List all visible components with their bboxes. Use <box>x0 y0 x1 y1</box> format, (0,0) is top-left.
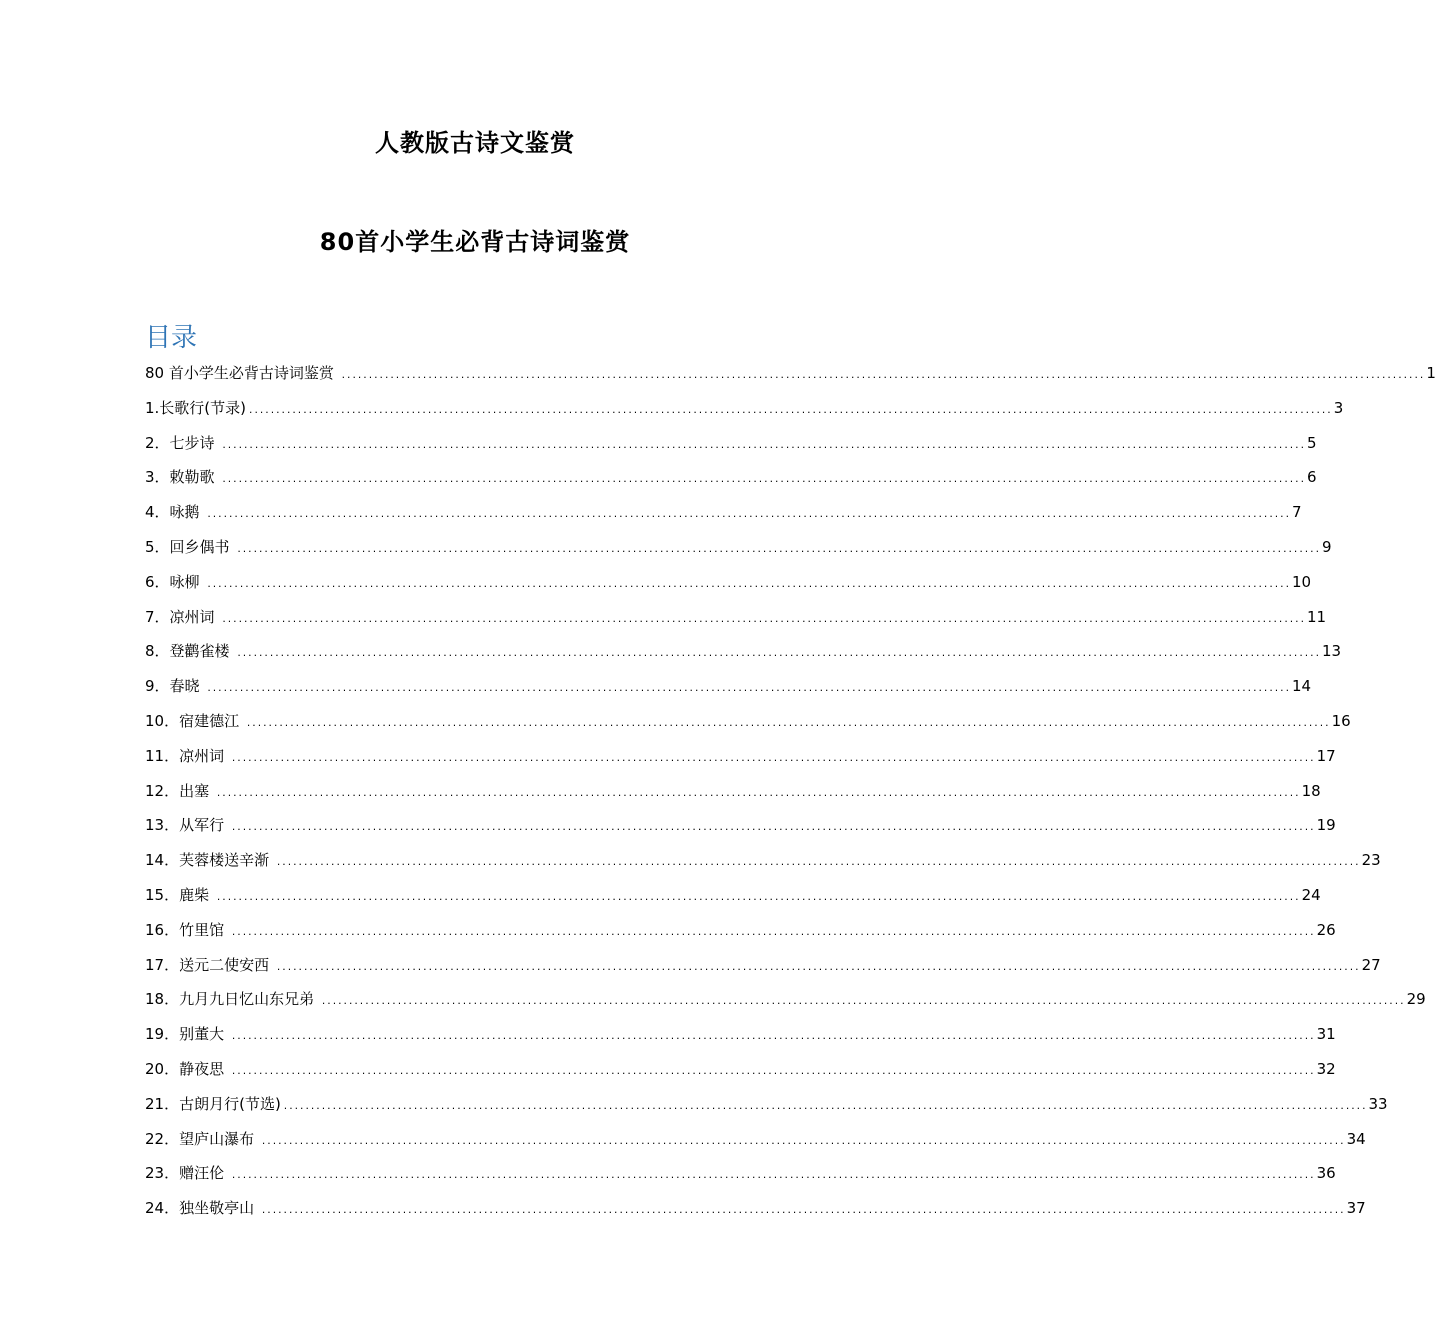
toc-heading: 目录 <box>145 323 198 353</box>
toc-entry-label: 12．出塞 <box>145 781 214 800</box>
toc-entry-page-number: 13 <box>1322 642 1342 661</box>
toc-entry-label: 20．静夜思 <box>145 1059 229 1078</box>
toc-leader-dots: ........................................................................................................................................................................................................ <box>230 927 1315 938</box>
toc-leader-dots: ........................................................................................................................................................................................................ <box>215 892 1300 903</box>
toc-entry-page-number: 23 <box>1361 851 1381 870</box>
toc-entry-page-number: 7 <box>1292 503 1302 522</box>
toc-entry[interactable] <box>145 814 1336 849</box>
toc-entry[interactable] <box>145 1128 1366 1163</box>
toc-entry-label: 4．咏鹅 <box>145 503 205 522</box>
toc-entry-page-number: 19 <box>1316 816 1336 835</box>
toc-entry-page-number: 18 <box>1301 781 1321 800</box>
toc-leader-dots: ........................................................................................................................................................................................................ <box>275 858 1360 869</box>
toc-entry[interactable] <box>145 745 1336 780</box>
toc-leader-dots: ........................................................................................................................................................................................................ <box>260 1136 1345 1147</box>
toc-leader-dots: ........................................................................................................................................................................................................ <box>248 405 1332 416</box>
toc-entry-label: 80 首小学生必背古诗词鉴赏 <box>145 364 339 382</box>
toc-entry-page-number: 5 <box>1307 433 1317 452</box>
toc-entry-page-number: 10 <box>1292 572 1312 591</box>
toc-entry-label: 21．古朗月行(节选) <box>145 1094 281 1113</box>
toc-leader-dots: ........................................................................................................................................................................................................ <box>320 997 1405 1008</box>
toc-entry-page-number: 9 <box>1322 537 1332 556</box>
toc-entry[interactable] <box>145 1023 1336 1058</box>
toc-entry[interactable] <box>145 466 1317 501</box>
toc-leader-dots: ........................................................................................................................................................................................................ <box>236 649 1321 660</box>
toc-entry[interactable] <box>145 1197 1366 1232</box>
toc-leader-dots: ........................................................................................................................................................................................................ <box>275 962 1360 973</box>
document-subtitle: 80首小学生必背古诗词鉴赏 <box>319 228 631 256</box>
toc-leader-dots: ........................................................................................................................................................................................................ <box>230 1032 1315 1043</box>
toc-entry-label: 18．九月九日忆山东兄弟 <box>145 990 319 1009</box>
toc-entry[interactable] <box>145 884 1321 919</box>
toc-entry-page-number: 1 <box>1426 364 1436 382</box>
toc-entry-label: 9．春晓 <box>145 677 205 696</box>
document-title: 人教版古诗文鉴赏 <box>375 129 575 157</box>
toc-entry-label: 3．敕勒歌 <box>145 468 220 487</box>
toc-entry[interactable] <box>145 710 1351 745</box>
toc-entry-label: 15．鹿柴 <box>145 885 214 904</box>
toc-entry[interactable] <box>145 571 1312 606</box>
toc-entry-label: 6．咏柳 <box>145 572 205 591</box>
toc-leader-dots: ........................................................................................................................................................................................................ <box>221 614 1306 625</box>
toc-leader-dots: ........................................................................................................................................................................................................ <box>230 753 1315 764</box>
toc-leader-dots: ........................................................................................................................................................................................................ <box>236 544 1321 555</box>
toc-leader-dots: ........................................................................................................................................................................................................ <box>221 440 1306 451</box>
toc-leader-dots: ........................................................................................................................................................................................................ <box>215 788 1300 799</box>
toc-leader-dots: ........................................................................................................................................................................................................ <box>230 823 1315 834</box>
toc-leader-dots: ........................................................................................................................................................................................................ <box>282 1101 1367 1112</box>
toc-entry-page-number: 11 <box>1307 607 1327 626</box>
toc-entry-page-number: 3 <box>1333 398 1344 417</box>
toc-entry-page-number: 32 <box>1316 1059 1336 1078</box>
toc-entry-page-number: 34 <box>1346 1129 1366 1148</box>
toc-entry[interactable] <box>145 1162 1336 1197</box>
toc-entry-label: 16．竹里馆 <box>145 920 229 939</box>
toc-entry[interactable] <box>145 675 1312 710</box>
toc-entry-label: 14．芙蓉楼送辛渐 <box>145 851 274 870</box>
toc-entry[interactable] <box>145 780 1321 815</box>
toc-entry[interactable] <box>145 640 1342 675</box>
toc-entry-page-number: 17 <box>1316 746 1336 765</box>
toc-entry[interactable] <box>145 397 1344 432</box>
toc-entry[interactable] <box>145 536 1332 571</box>
toc-entry[interactable] <box>145 432 1317 467</box>
toc-entry-label: 13．从军行 <box>145 816 229 835</box>
toc-entry-label: 11．凉州词 <box>145 746 229 765</box>
toc-entry-label: 24．独坐敬亭山 <box>145 1199 259 1218</box>
toc-entry[interactable] <box>145 1093 1388 1128</box>
toc-entry-label: 7．凉州词 <box>145 607 220 626</box>
toc-entry-page-number: 27 <box>1361 955 1381 974</box>
toc-entry-label: 19．别董大 <box>145 1025 229 1044</box>
toc-entry[interactable] <box>145 988 1426 1023</box>
toc-entry-page-number: 14 <box>1292 677 1312 696</box>
toc-entry-page-number: 31 <box>1316 1025 1336 1044</box>
toc-entry[interactable] <box>145 954 1381 989</box>
toc-leader-dots: ........................................................................................................................................................................................................ <box>206 684 1291 695</box>
toc-entry[interactable] <box>145 919 1336 954</box>
toc-entry-page-number: 36 <box>1316 1164 1336 1183</box>
toc-entry[interactable] <box>145 849 1381 884</box>
toc-leader-dots: ........................................................................................................................................................................................................ <box>340 371 1425 381</box>
toc-entry-page-number: 6 <box>1307 468 1317 487</box>
toc-entry-page-number: 33 <box>1368 1094 1388 1113</box>
table-of-contents <box>145 362 1436 1232</box>
toc-entry-label: 8．登鹳雀楼 <box>145 642 235 661</box>
toc-leader-dots: ........................................................................................................................................................................................................ <box>221 475 1306 486</box>
toc-entry-page-number: 26 <box>1316 920 1336 939</box>
toc-entry[interactable] <box>145 1058 1336 1093</box>
toc-entry[interactable] <box>145 501 1302 536</box>
toc-leader-dots: ........................................................................................................................................................................................................ <box>245 718 1330 729</box>
toc-entry-label: 23．赠汪伦 <box>145 1164 229 1183</box>
toc-entry-label: 10．宿建德江 <box>145 711 244 730</box>
toc-entry[interactable] <box>145 606 1327 641</box>
toc-leader-dots: ........................................................................................................................................................................................................ <box>230 1066 1315 1077</box>
toc-leader-dots: ........................................................................................................................................................................................................ <box>260 1206 1345 1217</box>
toc-entry-page-number: 16 <box>1331 711 1351 730</box>
toc-entry-label: 17．送元二使安西 <box>145 955 274 974</box>
toc-entry-page-number: 24 <box>1301 885 1321 904</box>
toc-leader-dots: ........................................................................................................................................................................................................ <box>230 1171 1315 1182</box>
toc-entry-page-number: 29 <box>1406 990 1426 1009</box>
toc-entry-label: 2．七步诗 <box>145 433 220 452</box>
toc-entry-label: 5．回乡偶书 <box>145 537 235 556</box>
toc-leader-dots: ........................................................................................................................................................................................................ <box>206 510 1291 521</box>
toc-entry-label: 22．望庐山瀑布 <box>145 1129 259 1148</box>
toc-leader-dots: ........................................................................................................................................................................................................ <box>206 579 1291 590</box>
toc-entry[interactable] <box>145 362 1436 397</box>
toc-entry-label: 1.长歌行(节录) <box>145 398 247 417</box>
toc-entry-page-number: 37 <box>1346 1199 1366 1218</box>
